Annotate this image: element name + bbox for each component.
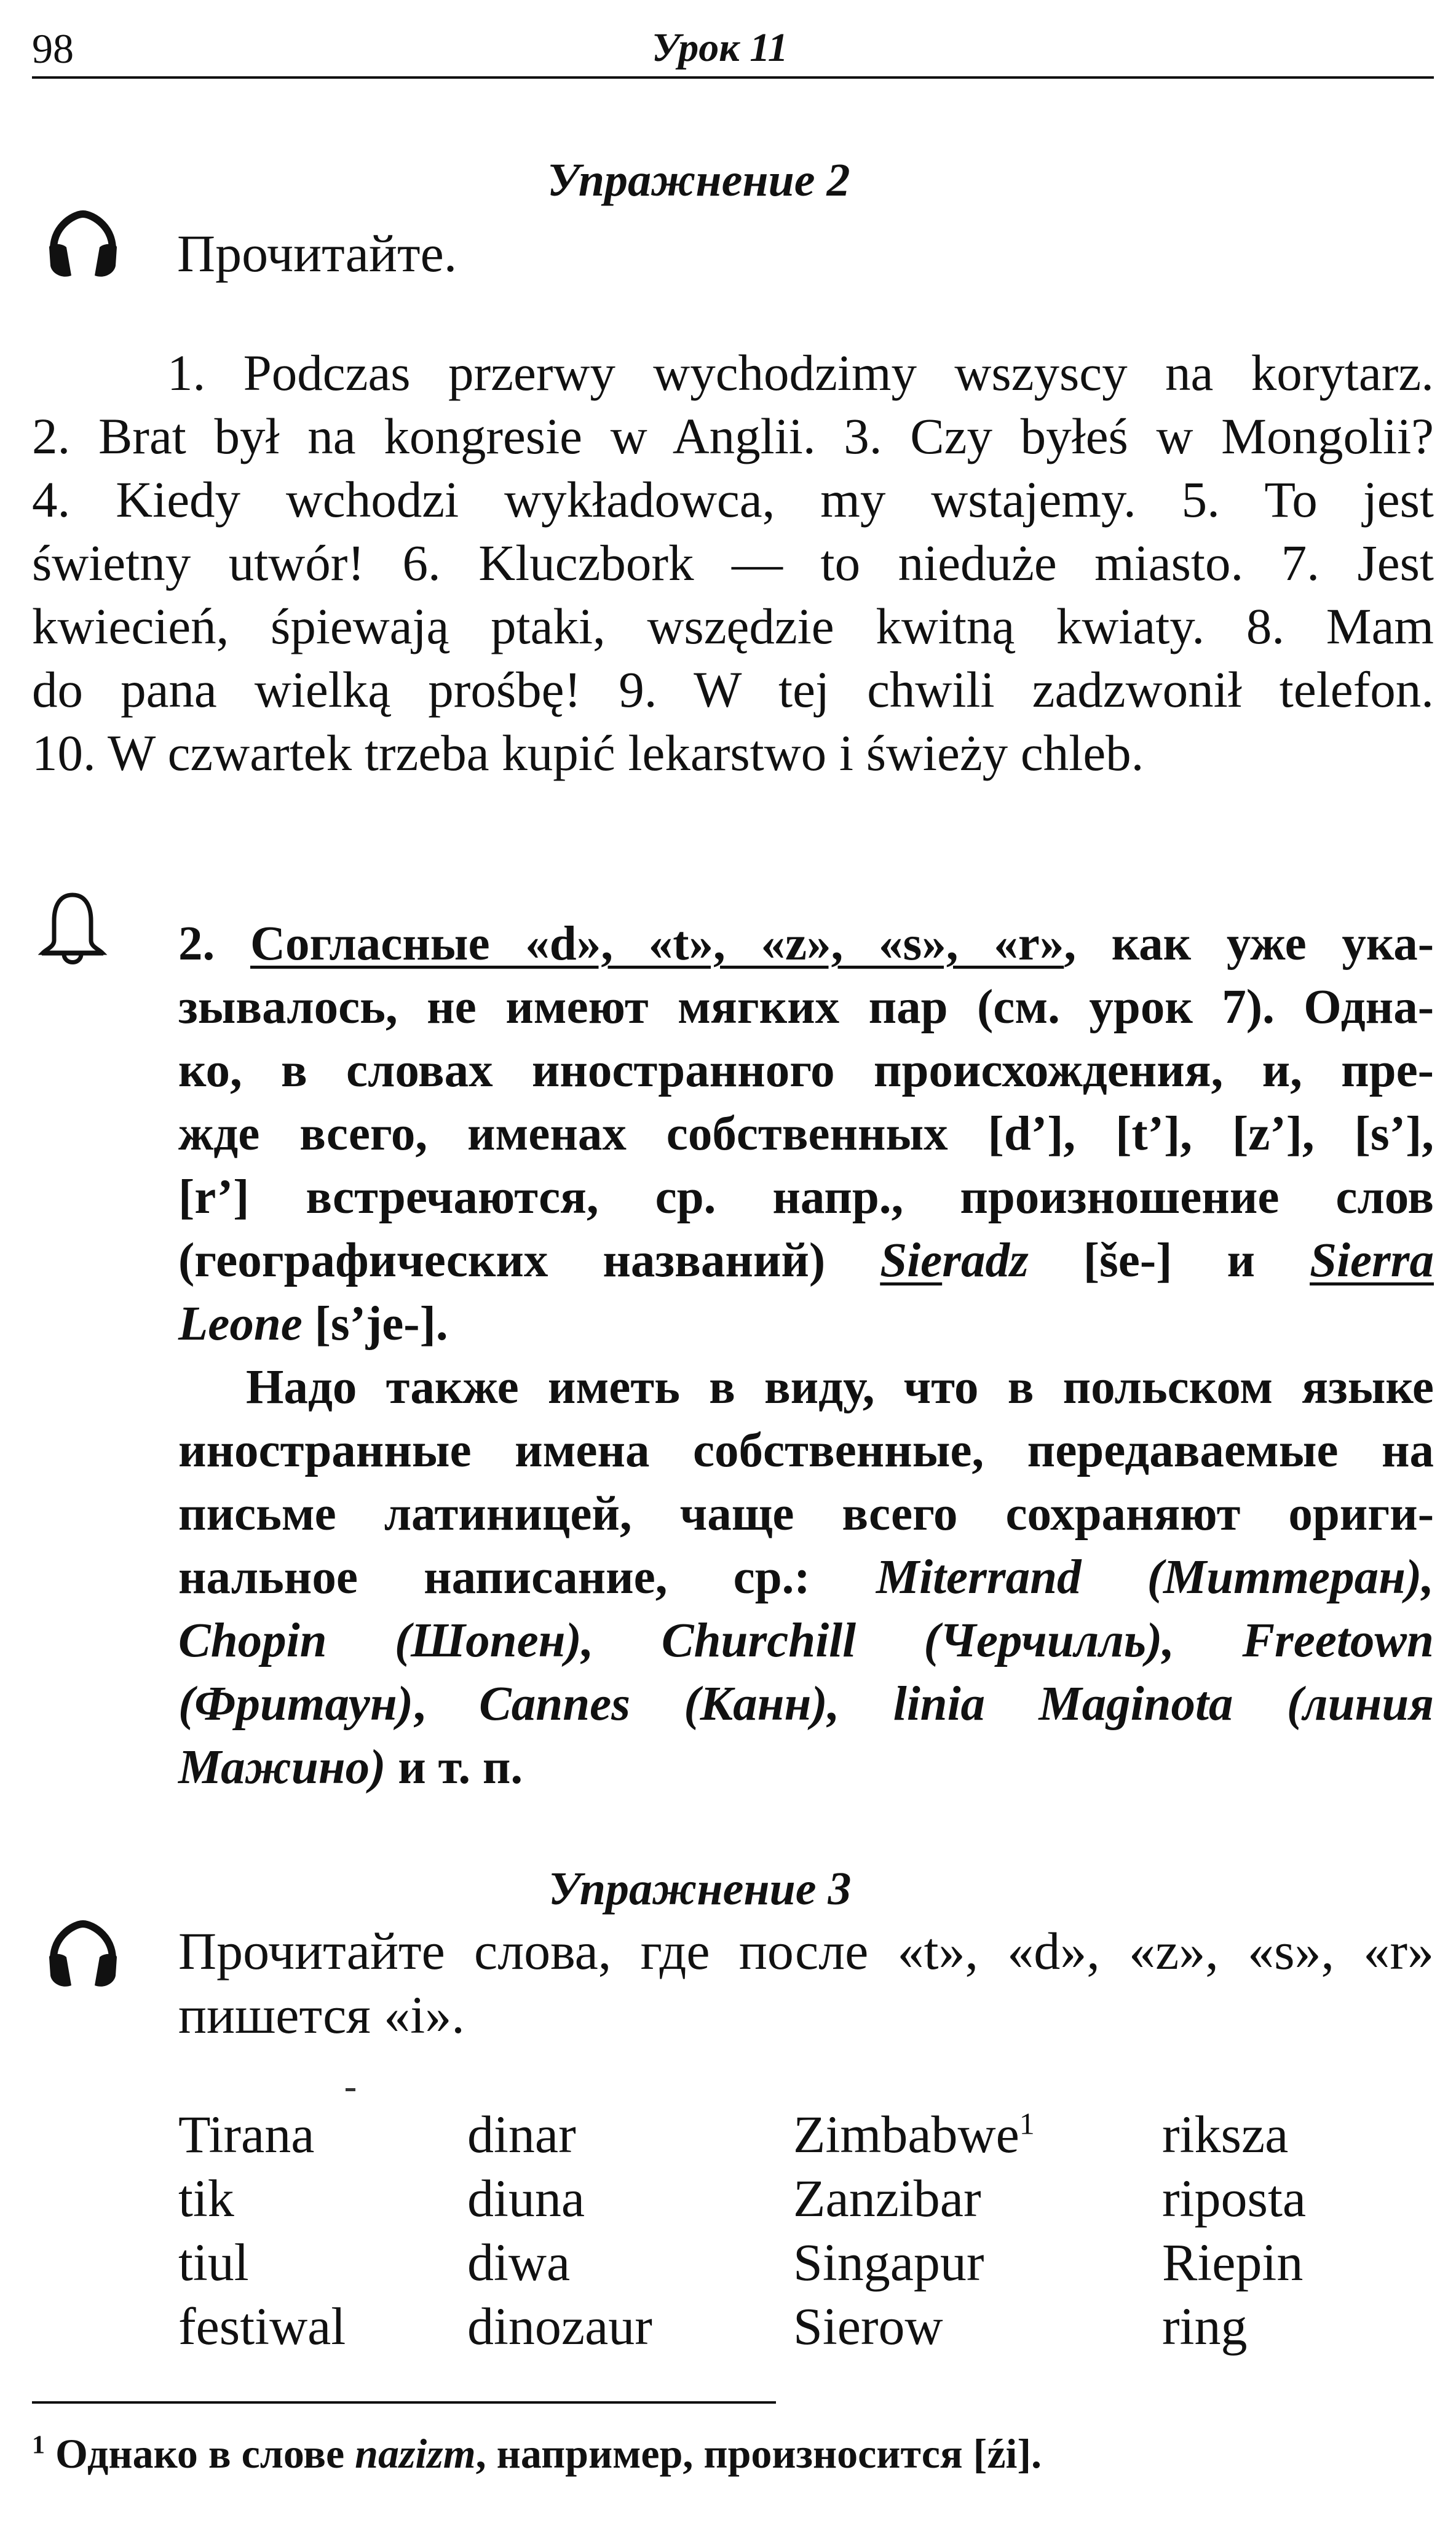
note-word-radz: radz (942, 1234, 1029, 1287)
footnote-marker: 1 (1019, 2106, 1035, 2141)
word-column-z-s (793, 2102, 1035, 2358)
note-p2-line3: письме латиницей, чаще всего сохраняют ориги- (178, 1487, 1434, 1541)
exercise-2-line: kwiecień, śpiewają ptaki, wszędzie kwitną kwiaty. 8. Mam (32, 598, 1434, 654)
word-with-footnote (793, 2102, 1035, 2166)
footnote-word: nazizm (355, 2430, 476, 2477)
note-p1-line6 (178, 1229, 1434, 1292)
word: dinozaur (467, 2297, 652, 2356)
word: Zanzibar (793, 2169, 981, 2228)
word: diuna (467, 2169, 585, 2228)
note-line6-b: [še-] и (1028, 1234, 1310, 1287)
exercise-2-line: 4. Kiedy wchodzi wykładowca, my wstajemy. 5. To jest (32, 471, 1434, 528)
word-column-t (178, 2102, 346, 2358)
footnote-text-b: , например, произносится [źi]. (475, 2430, 1042, 2477)
footnote-rule (32, 2401, 776, 2404)
note-p2-line2: иностранные имена собственные, передаваемые на (178, 1424, 1434, 1477)
running-head: Урок 11 (652, 25, 788, 70)
word: Tirana (178, 2105, 315, 2164)
header-rule (32, 76, 1434, 79)
note-line7-rest: [s’je-]. (302, 1297, 448, 1351)
headphones-icon (43, 1919, 123, 1993)
exercise-2-line: świetny utwór! 6. Kluczbork — to nieduże miasto. 7. Jest (32, 534, 1434, 591)
word: Riepin (1162, 2233, 1304, 2292)
word: dinar (467, 2105, 576, 2164)
exercise-2-line: 10. W czwartek trzeba kupić lekarstwo i świeży chleb. (32, 725, 1144, 781)
footnote-marker: 1 (32, 2431, 45, 2460)
note-heading: Согласные «d», «t», «z», «s», «r» (250, 917, 1064, 971)
word-column-r (1162, 2102, 1306, 2358)
note-p1-line2: зывалось, не имеют мягких пар (см. урок 7). Одна- (178, 980, 1434, 1034)
note-word-sie: Sie (880, 1234, 943, 1287)
note-p2-line6-c: Cannes (Канн), linia Maginota (линия (479, 1677, 1434, 1731)
exercise-3-instruction-line1: Прочитайте слова, где после «t», «d», «z», «s», «r» (178, 1921, 1434, 1981)
page-number: 98 (32, 25, 74, 72)
note-p1-line5: [r’] встречаются, ср. напр., произношение слов (178, 1170, 1434, 1224)
word: tiul (178, 2233, 249, 2292)
word: Singapur (793, 2233, 984, 2292)
note-p2-line4-a: нальное написание, ср.: (178, 1551, 876, 1604)
exercise-2-title: Упражнение 2 (547, 154, 850, 206)
exercise-3-instruction-line2: пишется «i». (178, 1985, 465, 2044)
note-p1-line3: ко, в словах иностранного происхождения, и, пре- (178, 1044, 1434, 1097)
word: diwa (467, 2233, 571, 2292)
note-p2-line7 (178, 1736, 1434, 1799)
note-number: 2. (178, 917, 250, 971)
bell-icon (36, 889, 109, 972)
note-p2-line5: Chopin (Шопен), Churchill (Черчилль), Freetown (178, 1614, 1434, 1667)
grammar-note (178, 912, 1434, 1799)
note-p2-line4 (178, 1546, 1434, 1609)
word: Zimbabwe (793, 2105, 1019, 2164)
note-word-leone: Leone (178, 1297, 303, 1351)
note-line1-rest: , как уже ука- (1064, 917, 1434, 971)
exercise-2-line: 2. Brat był na kongresie w Anglii. 3. Czy byłeś w Mongolii? (32, 408, 1434, 464)
footnote (32, 2430, 1042, 2478)
headphones-icon (43, 209, 123, 283)
note-word-sierra: Sierra (1310, 1234, 1434, 1287)
note-p2-line6-a: (Фритаун) (178, 1677, 414, 1731)
exercise-2-text (32, 341, 1434, 785)
note-p2-line4-b: Miterrand (Миттеран), (876, 1551, 1434, 1604)
note-p2-line7-a: Мажино) (178, 1741, 386, 1794)
word: riksza (1162, 2105, 1289, 2164)
word-column-d (467, 2102, 652, 2358)
note-p2-line7-b: и т. п. (386, 1741, 523, 1794)
exercise-2-instruction: Прочитайте. (177, 224, 457, 283)
stray-mark (346, 2088, 355, 2091)
exercise-3-title: Упражнение 3 (548, 1863, 852, 1915)
exercise-2-line: 1. Podczas przerwy wychodzimy wszyscy na korytarz. (167, 344, 1434, 401)
exercise-3-instruction (178, 1919, 1434, 2047)
exercise-2-line: do pana wielką prośbę! 9. W tej chwili zadzwonił telefon. (32, 661, 1434, 718)
word: festiwal (178, 2297, 346, 2356)
note-line6-a: (географических названий) (178, 1234, 880, 1287)
note-p1-line4: жде всего, именах собственных [d’], [t’], [z’], [s’], (178, 1107, 1434, 1161)
word: tik (178, 2169, 234, 2228)
footnote-text-a: Однако в слове (45, 2430, 355, 2477)
note-p1-line1 (178, 912, 1434, 975)
word: ring (1162, 2297, 1248, 2356)
note-p2-line6 (178, 1672, 1434, 1736)
word: riposta (1162, 2169, 1307, 2228)
note-p1-line7 (178, 1292, 1434, 1356)
note-p2-line1: Надо также иметь в виду, что в польском языке (246, 1361, 1434, 1414)
word: Sierow (793, 2297, 943, 2356)
note-p2-line6-b: , (413, 1677, 480, 1731)
